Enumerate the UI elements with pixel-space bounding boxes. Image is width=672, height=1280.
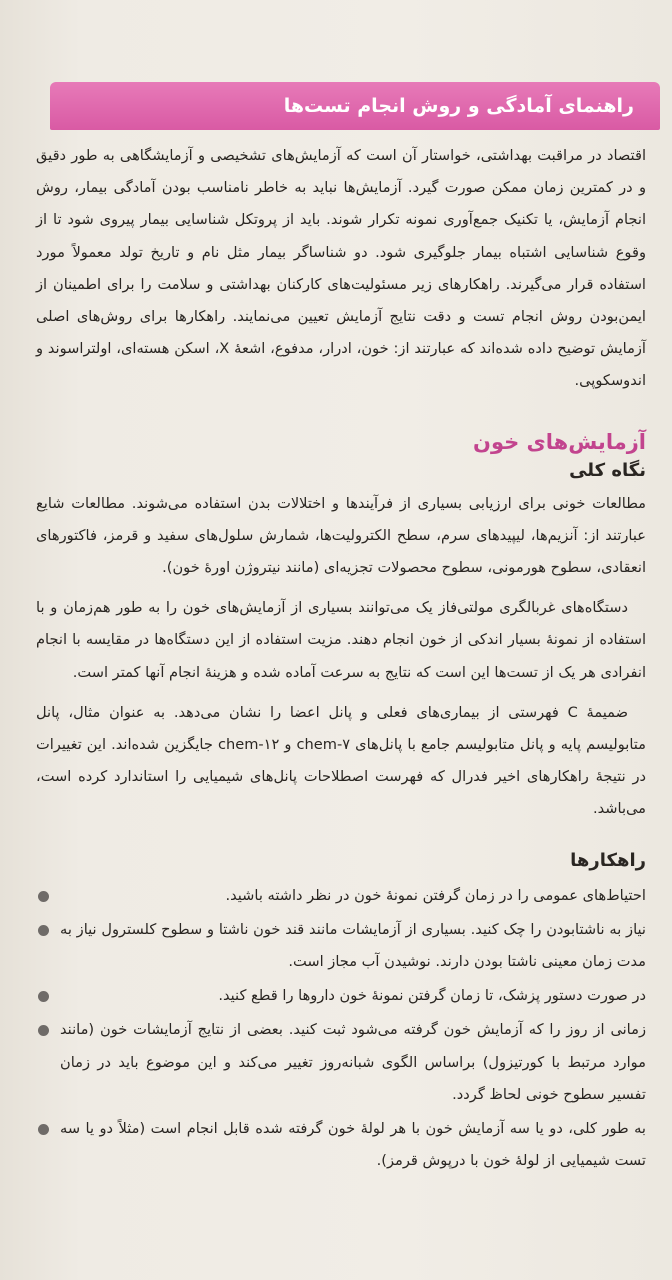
page-content <box>36 140 646 1179</box>
strategies-title: راهکارها <box>570 849 646 871</box>
list-item-text: احتیاط‌های عمومی را در زمان گرفتن نمونهٔ خون در نظر داشته باشید. <box>225 886 646 904</box>
bullet-icon <box>38 991 49 1002</box>
list-item <box>36 914 646 978</box>
list-item-text: در صورت دستور پزشک، تا زمان گرفتن نمونهٔ خون داروها را قطع کنید. <box>218 987 646 1005</box>
chapter-title: راهنمای آمادگی و روش انجام تست‌ها <box>283 95 634 117</box>
subsection-title: نگاه کلی <box>569 459 646 481</box>
list-item-text: نیاز به ناشتابودن را چک کنید. بسیاری از آزمایشات مانند قند خون ناشتا و سطوح کلسترول نیاز به مدت زمان معینی ناشتا بودن دارند. نوشیدن آب مجاز است. <box>60 920 646 971</box>
list-item-text: به طور کلی، دو یا سه آزمایش خون با هر لولهٔ خون گرفته شده قابل انجام است (مثلاً دو یا سه تست شیمیایی از لولهٔ خون با درپوش قرمز). <box>60 1120 646 1170</box>
overview-paragraph: مطالعات خونی برای ارزیابی بسیاری از فرآیندها و اختلالات بدن استفاده می‌شوند. مطالعات شایع عبارتند از: آنزیم‌ها، لیپیدهای سرم، سطح الکترولیت‌ها، شمارش سلول‌های سفید و قرمز، فاکتورهای انعقادی، سطوح هورمونی، سطوح محصولات تجزیه‌ای (مانند نیتروژن اورهٔ خون). <box>36 494 646 577</box>
bullet-icon <box>38 925 49 936</box>
chapter-title-banner <box>50 82 660 130</box>
bullet-icon <box>38 1124 49 1135</box>
list-item-text: زمانی از روز را که آزمایش خون گرفته می‌شود ثبت کنید. بعضی از نتایج آزمایشات خون (مانند موارد مرتبط با کورتیزول) براساس الگوی شبانه‌روز تغییر می‌کند و این موضوع باید در زمان تفسیر سطوح خونی لحاظ گردد. <box>60 1021 646 1103</box>
overview-body <box>36 488 646 826</box>
bullet-icon <box>38 1025 49 1036</box>
bullet-icon <box>38 891 49 902</box>
strategies-list <box>36 880 646 1178</box>
list-item <box>36 1113 646 1177</box>
overview-paragraph: ضمیمهٔ C فهرستی از بیماری‌های فعلی و پانل اعضا را نشان می‌دهد. به عنوان مثال، پانل متابولیسم پایه و پانل متابولیسم جامع با پانل‌های chem-۷ و chem-۱۲ جایگزین شده‌اند. این تغییرات در نتیجهٔ راهکارهای اخیر فدرال که فهرست اصطلاحات پانل‌های شیمیایی را استاندارد کرده است، می‌باشد. <box>36 703 646 818</box>
intro-paragraph: اقتصاد در مراقبت بهداشتی، خواستار آن است که آزمایش‌های تشخیصی و آزمایشگاهی به طور دقیق و در کمترین زمان ممکن صورت گیرد. آزمایش‌ها نباید به خاطر نامناسب بودن آمادگی بیمار، روش انجام آزمایش، یا تکنیک جمع‌آوری نمونه تکرار شوند. باید از پروتکل شناسایی بیمار پیروی شود تا از وقوع شناسایی اشتباه بیمار جلوگیری شود. دو شناساگر بیمار مثل نام و تاریخ تولد معمولاً مورد استفاده قرار می‌گیرند. راهکارهای زیر مسئولیت‌های کارکنان بهداشتی و سلامت را برای اطمینان از ایمن‌بودن روش انجام تست و دقت نتایج آزمایش تعیین می‌نمایند. راهکارها برای روش‌های اصلی آزمایش توضیح داده شده‌اند که عبارتند از: خون، ادرار، مدفوع، اشعهٔ X، اسکن هسته‌ای، اولتراسوند و اندوسکوپی. <box>36 147 646 390</box>
list-item <box>36 1014 646 1111</box>
list-item <box>36 980 646 1012</box>
list-item <box>36 880 646 912</box>
section-title: آزمایش‌های خون <box>473 429 646 454</box>
overview-paragraph: دستگاه‌های غربالگری مولتی‌فاز یک می‌توانند بسیاری از آزمایش‌های خون را به طور هم‌زمان و با استفاده از نمونهٔ بسیار اندکی از خون انجام دهند. مزیت استفاده از این دستگاه‌ها در مقایسه با انجام انفرادی هر یک از تست‌ها این است که نتایج به سرعت آماده شده و هزینهٔ انجام آنها کمتر است. <box>36 599 646 681</box>
